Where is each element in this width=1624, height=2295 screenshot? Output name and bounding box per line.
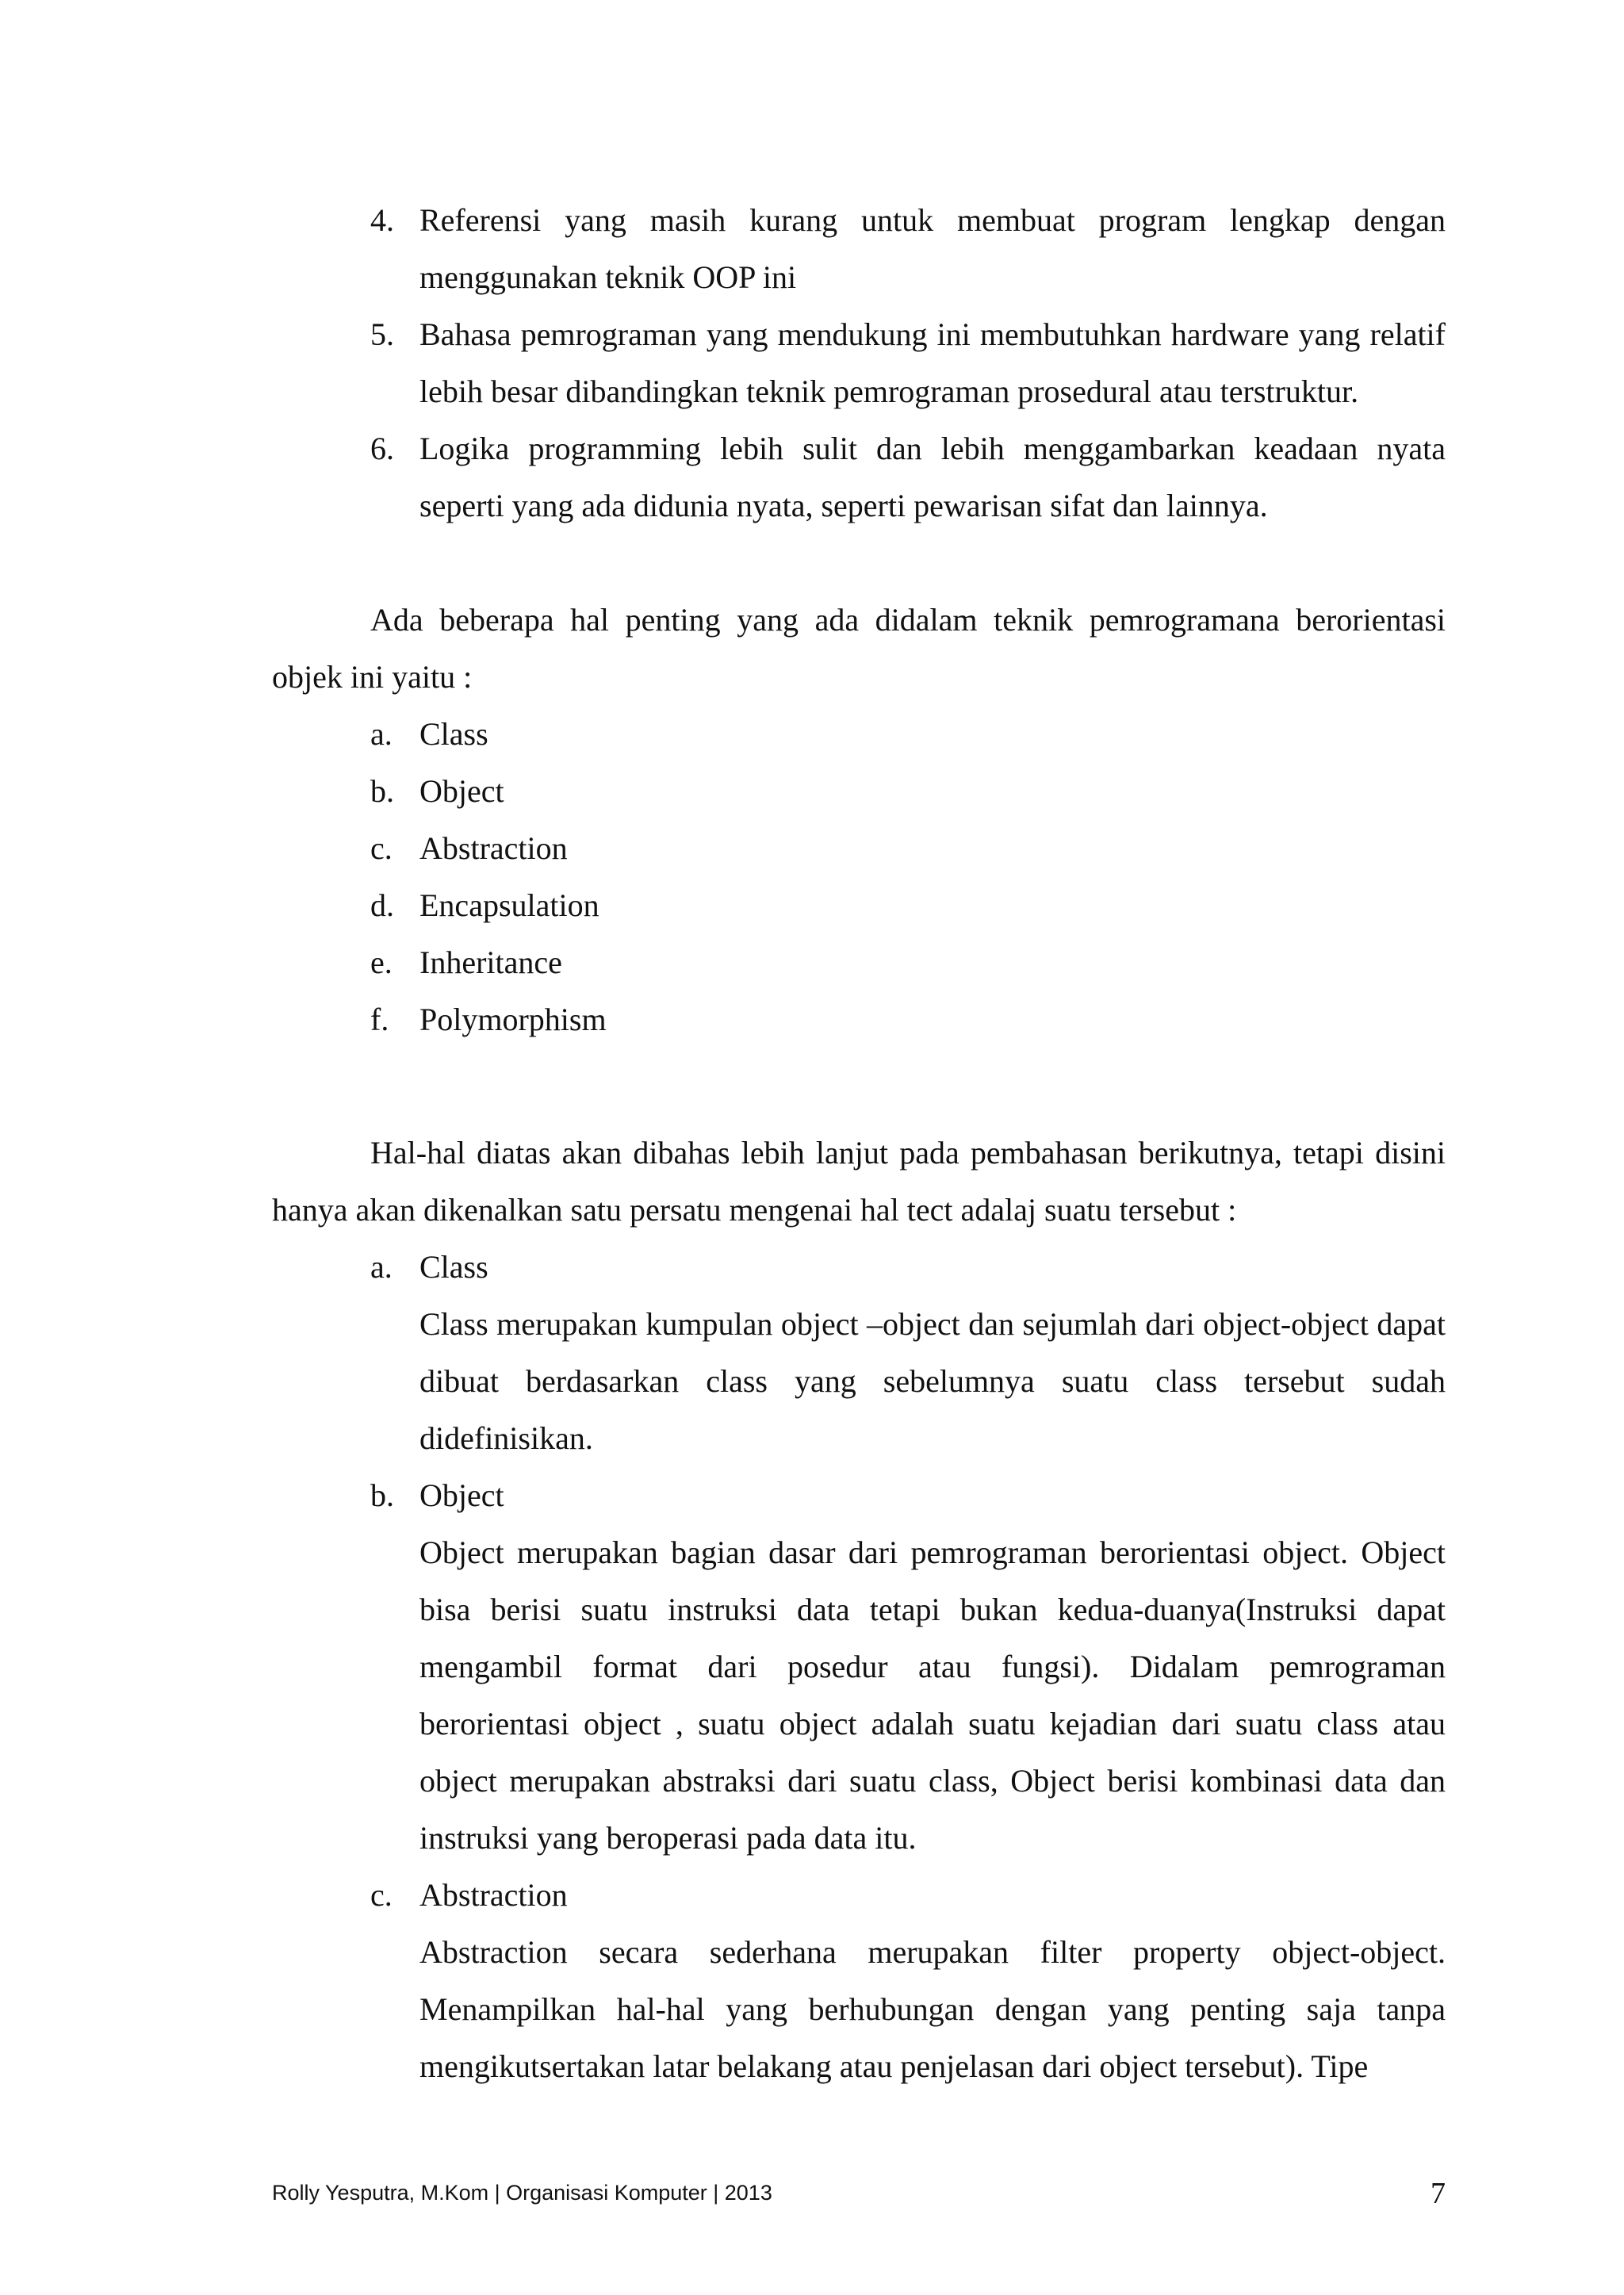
list-marker: 5. — [370, 316, 394, 352]
definition-text: Object merupakan bagian dasar dari pemrograman berorientasi object. Object bisa berisi suatu instruksi data tetapi bukan kedua-duanya(Instruksi dapat mengambil format dari posedur atau fungsi). Didalam pemrograman berorientasi object , suatu object adalah suatu kejadian dari suatu class atau object merupakan abstraksi dari suatu class, Object berisi kombinasi data dan instruksi yang beroperasi pada data itu. — [419, 1534, 1446, 1856]
page-number: 7 — [1431, 2177, 1446, 2210]
section-paragraph: Hal-hal diatas akan dibahas lebih lanjut pada pembahasan berikutnya, tetapi disini hanya akan dikenalkan satu persatu mengenai hal tect adalaj suatu tersebut : — [272, 1135, 1446, 1228]
definition-list — [272, 1239, 1446, 2095]
list-item — [272, 192, 1446, 306]
list-text: Class — [419, 716, 488, 752]
definition-title: Abstraction — [419, 1877, 568, 1913]
definition-heading — [272, 1867, 1446, 1924]
list-marker: d. — [370, 887, 394, 923]
page-footer — [272, 2173, 1446, 2220]
numbered-list — [272, 192, 1446, 534]
list-text: Logika programming lebih sulit dan lebih menggambarkan keadaan nyata seperti yang ada didunia nyata, seperti pewarisan sifat dan lainnya. — [419, 431, 1446, 523]
list-item — [272, 820, 1446, 877]
list-marker: b. — [370, 1477, 394, 1513]
list-marker: f. — [370, 1002, 389, 1037]
list-item — [272, 306, 1446, 420]
list-text: Polymorphism — [419, 1002, 607, 1037]
list-text: Abstraction — [419, 830, 568, 866]
definition-text: Class merupakan kumpulan object –object dan sejumlah dari object-object dapat dibuat berdasarkan class yang sebelumnya suatu class tersebut sudah didefinisikan. — [419, 1306, 1446, 1456]
list-marker: a. — [370, 1249, 393, 1285]
list-marker: a. — [370, 716, 393, 752]
list-text: Encapsulation — [419, 887, 599, 923]
page-content — [272, 192, 1446, 2095]
list-item — [272, 991, 1446, 1048]
list-marker: 4. — [370, 202, 394, 238]
list-marker: e. — [370, 944, 393, 980]
footer-text: Rolly Yesputra, M.Kom | Organisasi Komputer | 2013 — [272, 2181, 772, 2205]
definition-text: Abstraction secara sederhana merupakan filter property object-object. Menampilkan hal-hal yang berhubungan dengan yang penting saja tanpa mengikutsertakan latar belakang atau penjelasan dari object tersebut). Tipe — [419, 1934, 1446, 2084]
list-marker: c. — [370, 1877, 393, 1913]
intro-paragraph: Ada beberapa hal penting yang ada didalam teknik pemrogramana berorientasi objek ini yaitu : — [272, 602, 1446, 695]
list-text: Referensi yang masih kurang untuk membuat program lengkap dengan menggunakan teknik OOP ini — [419, 202, 1446, 295]
definition-heading — [272, 1467, 1446, 1524]
list-text: Object — [419, 773, 504, 809]
concept-list — [272, 706, 1446, 1048]
list-item — [272, 934, 1446, 991]
definition-title: Class — [419, 1249, 488, 1285]
list-text: Inheritance — [419, 944, 562, 980]
list-item — [272, 706, 1446, 763]
list-item — [272, 763, 1446, 820]
list-marker: 6. — [370, 431, 394, 466]
list-marker: b. — [370, 773, 394, 809]
definition-title: Object — [419, 1477, 504, 1513]
list-marker: c. — [370, 830, 393, 866]
list-item — [272, 877, 1446, 934]
list-text: Bahasa pemrograman yang mendukung ini membutuhkan hardware yang relatif lebih besar dibandingkan teknik pemrograman prosedural atau terstruktur. — [419, 316, 1446, 409]
list-item — [272, 420, 1446, 534]
definition-heading — [272, 1239, 1446, 1296]
